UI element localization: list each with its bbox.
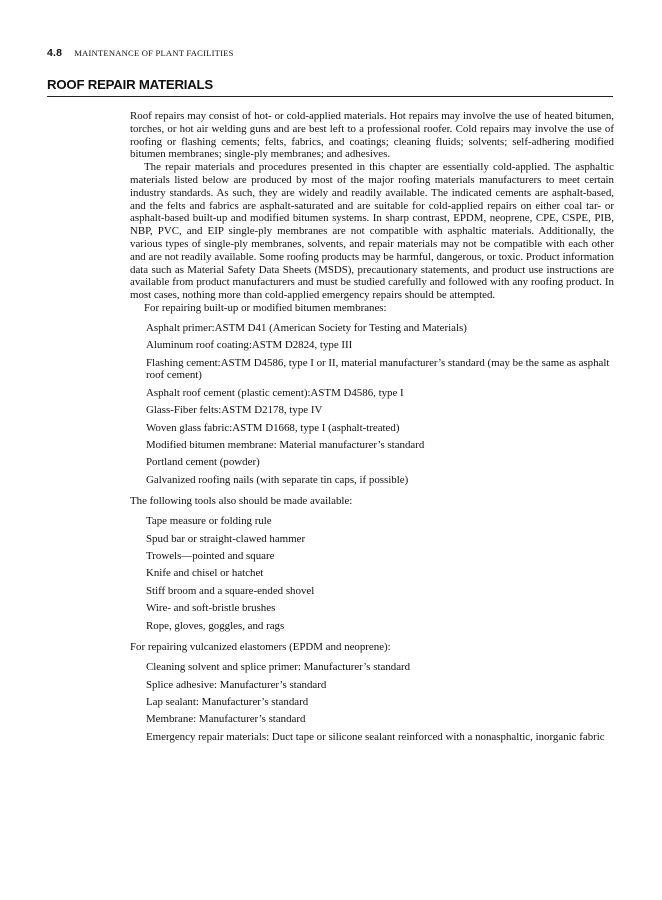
list-item: Aluminum roof coating:ASTM D2824, type III	[146, 339, 353, 352]
section-title: ROOF REPAIR MATERIALS	[47, 77, 613, 97]
list-item: Glass-Fiber felts:ASTM D2178, type IV	[146, 404, 323, 417]
tools-intro: The following tools also should be made available:	[130, 495, 353, 508]
list-item: Trowels—pointed and square	[146, 550, 275, 563]
list-item: Portland cement (powder)	[146, 456, 260, 469]
paragraph: Roof repairs may consist of hot- or cold-applied materials. Hot repairs may involve the use of heated bitumen, torches, or hot air welding guns and are best left to a professional roofer. Cold repairs may involve the use of roofing or flashing cements; felts, fabrics, and coatings; cleaning fluids; solvents; self-adhering modified bitumen membranes; single-ply membranes; and adhesives.	[130, 110, 614, 161]
paragraph: The repair materials and procedures presented in this chapter are essentially cold-applied. The asphaltic materials listed below are produced by most of the major roofing materials manufacturers to meet certain industry standards. As such, they are widely and readily available. The indicated cements are asphalt-based, and the felts and fabrics are asphalt-saturated and are suitable for cold-applied repairs on either coal tar- or asphalt-based built-up and modified bitumen systems. In sharp contrast, EPDM, neoprene, CPE, CSPE, PIB, NBP, PVC, and EIP single-ply membranes are not compatible with asphaltic materials. Additionally, the various types of single-ply membranes, solvents, and repair materials may not be compatible with each other and are not readily available. Some roofing products may be harmful, dangerous, or toxic. Product information data such as Material Safety Data Sheets (MSDS), precautionary statements, and product use instructions are available from product manufacturers and must be studied carefully and followed with any roofing product. In most cases, nothing more than cold-applied emergency repairs should be attempted.	[130, 161, 614, 302]
list-item: Galvanized roofing nails (with separate tin caps, if possible)	[146, 473, 409, 486]
list-item: Asphalt primer:ASTM D41 (American Society for Testing and Materials)	[146, 321, 467, 334]
list-item: Lap sealant: Manufacturer’s standard	[146, 695, 309, 708]
list-item: Rope, gloves, goggles, and rags	[146, 619, 285, 632]
list-item: Tape measure or folding rule	[146, 515, 272, 528]
list-item: Wire- and soft-bristle brushes	[146, 602, 276, 615]
running-title: MAINTENANCE OF PLANT FACILITIES	[74, 48, 234, 58]
list-item: Cleaning solvent and splice primer: Manufacturer’s standard	[146, 661, 411, 674]
list-item: Flashing cement:ASTM D4586, type I or II, material manufacturer’s standard (may be the same as asphalt roof cement)	[146, 356, 610, 382]
builtup-materials-list	[130, 322, 614, 487]
list-item: Membrane: Manufacturer’s standard	[146, 713, 306, 726]
list-item: Asphalt roof cement (plastic cement):ASTM D4586, type I	[146, 386, 404, 399]
builtup-intro: For repairing built-up or modified bitumen membranes:	[144, 301, 387, 314]
page-number: 4.8	[47, 47, 63, 59]
list-item: Splice adhesive: Manufacturer’s standard	[146, 678, 327, 691]
running-header	[47, 47, 234, 59]
list-item: Emergency repair materials: Duct tape or silicone sealant reinforced with a nonasphaltic, inorganic fabric	[146, 730, 605, 743]
list-item: Knife and chisel or hatchet	[146, 567, 264, 580]
body-text	[130, 110, 614, 748]
list-item: Modified bitumen membrane: Material manufacturer’s standard	[146, 438, 425, 451]
tools-list	[130, 515, 614, 632]
elastomer-materials-list	[130, 661, 614, 743]
list-item: Woven glass fabric:ASTM D1668, type I (asphalt-treated)	[146, 421, 400, 434]
elastomer-intro: For repairing vulcanized elastomers (EPDM and neoprene):	[130, 641, 391, 654]
list-item: Stiff broom and a square-ended shovel	[146, 584, 315, 597]
list-item: Spud bar or straight-clawed hammer	[146, 532, 306, 545]
